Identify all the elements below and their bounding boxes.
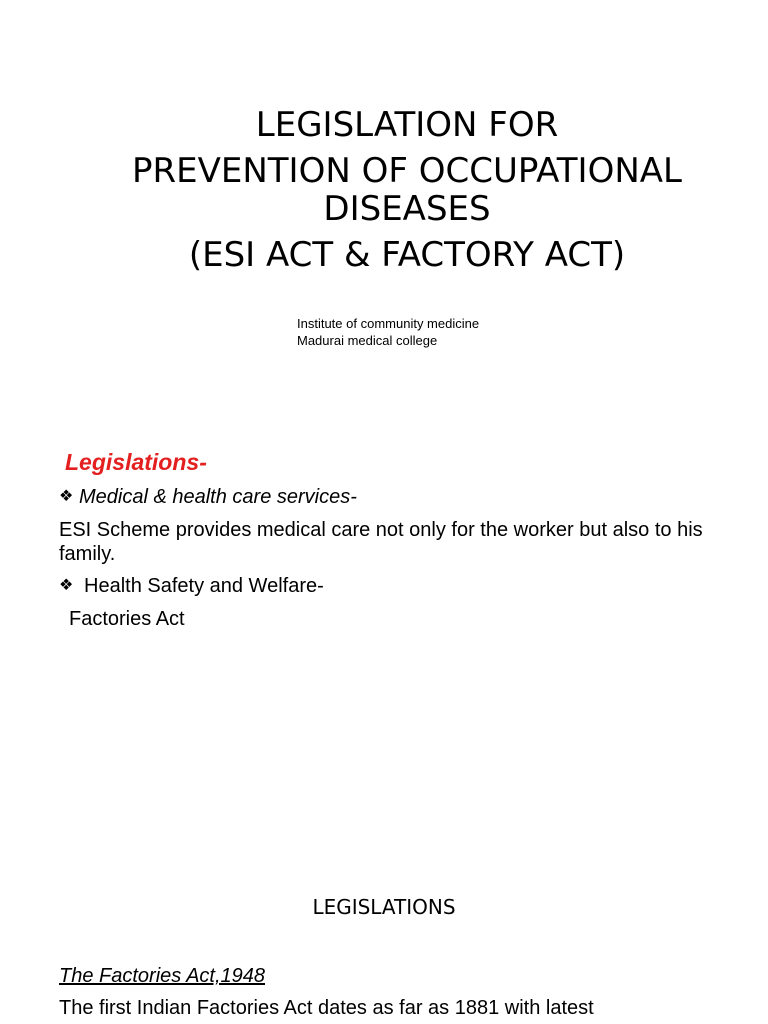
- title-line-3: DISEASES: [323, 189, 491, 229]
- diamond-bullet-icon: ❖: [59, 577, 74, 594]
- act-title: The Factories Act,1948: [59, 965, 266, 987]
- bullet-label: Health Safety and Welfare-: [84, 575, 324, 597]
- diamond-bullet-icon: ❖: [59, 488, 74, 505]
- title-line-1: LEGISLATION FOR: [255, 105, 559, 145]
- bullet-label: Medical & health care services-: [79, 486, 357, 508]
- section-heading: LEGISLATIONS: [312, 895, 456, 919]
- college-name: Madurai medical college: [297, 333, 438, 348]
- legislations-heading: Legislations-: [65, 449, 207, 475]
- document-title: [50, 106, 764, 274]
- act-paragraph: The first Indian Factories Act dates as far as 1881 with latest: [59, 997, 594, 1019]
- bullet-detail-factories: Factories Act: [69, 608, 185, 630]
- institution-subtitle: [297, 315, 479, 349]
- bullet-medical-care: [59, 485, 357, 509]
- bullet-detail-esi: ESI Scheme provides medical care not only for the worker but also to his family.: [59, 519, 703, 565]
- title-line-2: PREVENTION OF OCCUPATIONAL: [132, 151, 682, 191]
- institution-name: Institute of community medicine: [297, 316, 480, 331]
- bullet-health-safety: [59, 574, 324, 598]
- title-line-4: (ESI ACT & FACTORY ACT): [188, 235, 626, 275]
